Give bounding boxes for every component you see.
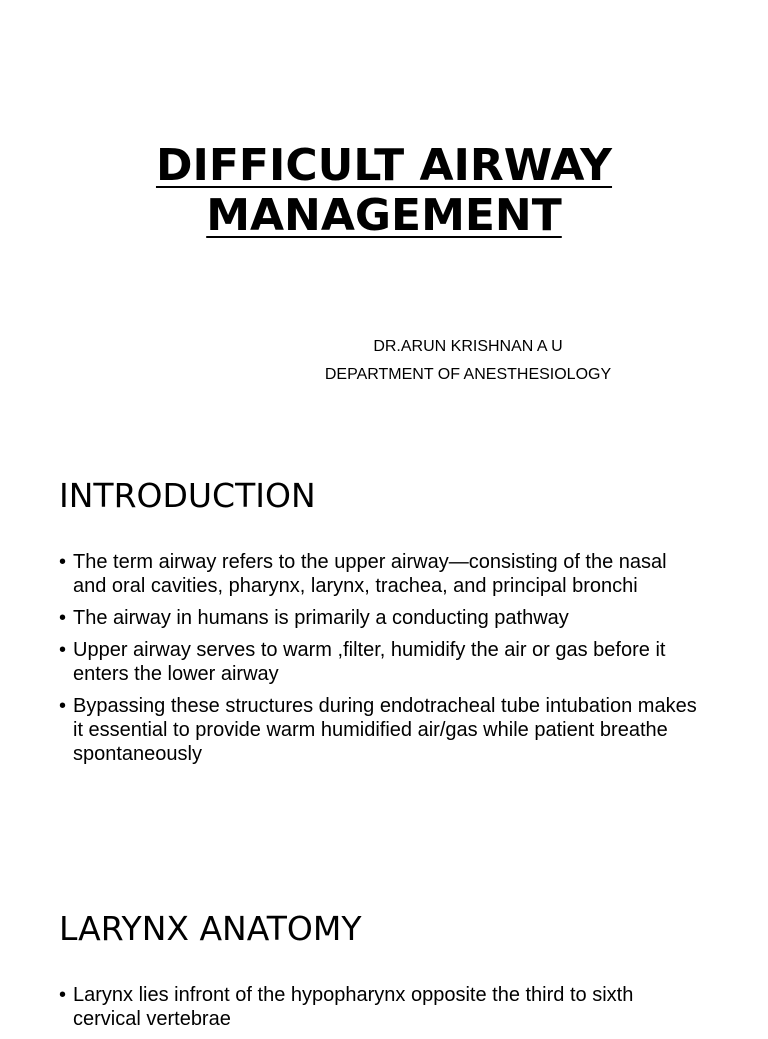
title-line-2: MANAGEMENT (206, 190, 562, 242)
introduction-bullet-list (59, 550, 699, 774)
department-name: DEPARTMENT OF ANESTHESIOLOGY (324, 366, 612, 383)
author-name: DR.ARUN KRISHNAN A U (373, 338, 563, 355)
bullet-item: • The term airway refers to the upper airway—consisting of the nasal and oral cavities, pharynx, larynx, trachea, and principal bronchi (59, 550, 699, 598)
bullet-item: • The airway in humans is primarily a conducting pathway (59, 606, 699, 630)
bullet-item: • Bypassing these structures during endotracheal tube intubation makes it essential to provide warm humidified air/gas while patient breathe spontaneously (59, 694, 699, 766)
larynx-anatomy-bullet-list (59, 983, 699, 1039)
introduction-heading: INTRODUCTION (59, 476, 316, 515)
slide-title (0, 141, 768, 241)
larynx-anatomy-heading: LARYNX ANATOMY (59, 909, 362, 948)
bullet-item: • Upper airway serves to warm ,filter, humidify the air or gas before it enters the lower airway (59, 638, 699, 686)
bullet-item: • Larynx lies infront of the hypopharynx opposite the third to sixth cervical vertebrae (59, 983, 699, 1031)
title-line-1: DIFFICULT AIRWAY (155, 140, 613, 192)
